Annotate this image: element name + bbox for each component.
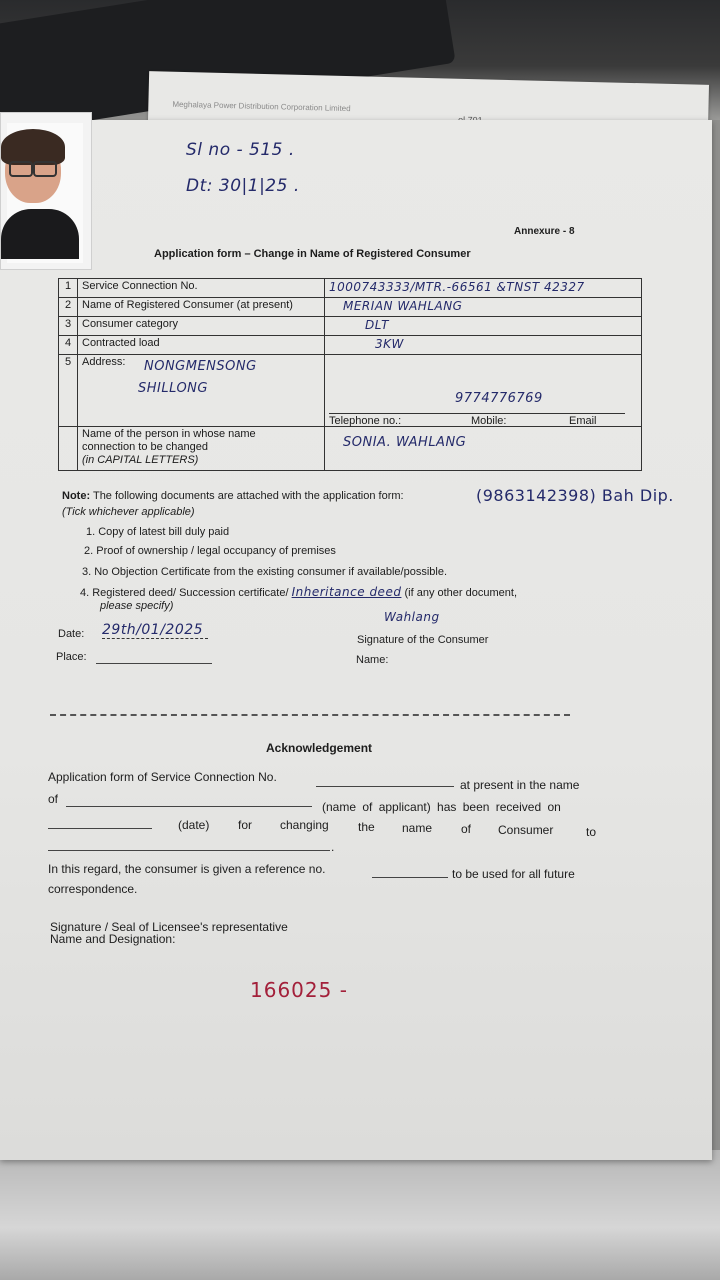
mobile-label: Mobile: xyxy=(471,415,507,427)
registered-consumer-value: MERIAN WAHLANG xyxy=(325,298,642,317)
date-label: Date: xyxy=(58,628,85,640)
document-item: 4. Registered deed/ Succession certificate/ Inheritance deed (if any other document, xyxy=(80,585,518,599)
applicant-photo xyxy=(0,112,92,270)
row-label: Contracted load xyxy=(78,336,325,355)
ack-line-3c: changing xyxy=(280,818,329,832)
ack-title: Acknowledgement xyxy=(266,741,373,755)
row-number: 1 xyxy=(59,279,78,298)
row-number: 5 xyxy=(59,355,78,427)
name-label: Name: xyxy=(356,654,389,666)
contracted-load-value: 3KW xyxy=(325,336,642,355)
doc4-handwritten: Inheritance deed xyxy=(291,585,402,599)
form-paper xyxy=(0,120,712,1160)
contact-cell xyxy=(325,355,642,427)
consumer-details-table xyxy=(58,278,642,471)
consumer-category-value: DLT xyxy=(325,317,642,336)
ack-line-3h: to xyxy=(586,825,597,839)
tick-note: (Tick whichever applicable) xyxy=(62,506,195,518)
row-label: Service Connection No. xyxy=(78,279,325,298)
ack-line-3e: name xyxy=(402,821,433,835)
place-label: Place: xyxy=(56,651,87,663)
note-handwritten: (9863142398) Bah Dip. xyxy=(476,486,674,505)
doc4-specify: please specify) xyxy=(100,600,174,612)
row-number: 2 xyxy=(59,298,78,317)
service-connection-value: 1000743333/MTR.-66561 &TNST 42327 xyxy=(325,279,642,298)
consumer-signature: Wahlang xyxy=(384,610,440,624)
ack-line-6: correspondence. xyxy=(48,882,138,896)
address-line-1: NONGMENSONG xyxy=(144,359,257,374)
cloth-background xyxy=(0,1150,720,1280)
new-name-value: SONIA. WAHLANG xyxy=(325,427,642,471)
document-item: 3. No Objection Certificate from the existing consumer if available/possible. xyxy=(82,566,448,578)
ack-line-3f: of xyxy=(461,822,472,836)
row-number: 3 xyxy=(59,317,78,336)
email-label: Email xyxy=(569,415,597,427)
ack-line-3d: the xyxy=(358,820,375,834)
address-line-2: SHILLONG xyxy=(138,381,208,396)
new-name-label: Name of the person in whose name connection to be changed (in CAPITAL LETTERS) xyxy=(78,427,325,471)
ack-line-2a: of xyxy=(48,792,59,806)
phone-number: 9774776769 xyxy=(455,391,543,406)
ack-line-3g: Consumer xyxy=(498,823,554,837)
ack-line-1a: Application form of Service Connection No. xyxy=(48,770,277,784)
note-line: Note: The following documents are attached with the application form: xyxy=(62,490,404,502)
ack-line-5a: In this regard, the consumer is given a reference no. xyxy=(48,862,326,876)
serial-number: Sl no - 515 . xyxy=(186,140,295,160)
ack-line-4: . xyxy=(331,840,335,854)
document-item: 1. Copy of latest bill duly paid xyxy=(86,526,230,538)
signature-label: Signature of the Consumer xyxy=(357,634,489,646)
address-cell xyxy=(78,355,325,427)
document-item: 2. Proof of ownership / legal occupancy of premises xyxy=(84,545,336,557)
form-title: Application form – Change in Name of Registered Consumer xyxy=(154,248,471,260)
licensee-signature-label: Signature / Seal of Licensee's representative xyxy=(50,920,288,934)
row-label: Name of Registered Consumer (at present) xyxy=(78,298,325,317)
cut-line xyxy=(50,714,570,716)
annexure-label: Annexure - 8 xyxy=(514,226,575,237)
row-label: Address: xyxy=(82,356,126,368)
ack-line-2b: (name of applicant) has been received on xyxy=(322,800,561,814)
bottom-number: 166025 - xyxy=(250,978,348,1002)
date-value: 29th/01/2025 xyxy=(102,622,208,639)
ack-line-5b: to be used for all future xyxy=(452,867,575,881)
licensee-name-label: Name and Designation: xyxy=(50,932,176,946)
telephone-label: Telephone no.: xyxy=(329,415,402,427)
row-label: Consumer category xyxy=(78,317,325,336)
ack-line-3a: (date) xyxy=(178,818,210,832)
row-number: 4 xyxy=(59,336,78,355)
ack-line-1b: at present in the name xyxy=(460,778,580,792)
received-date: Dt: 30|1|25 . xyxy=(186,176,300,196)
ack-line-3b: for xyxy=(238,818,253,832)
back-paper-header: Meghalaya Power Distribution Corporation Limited xyxy=(172,99,351,114)
